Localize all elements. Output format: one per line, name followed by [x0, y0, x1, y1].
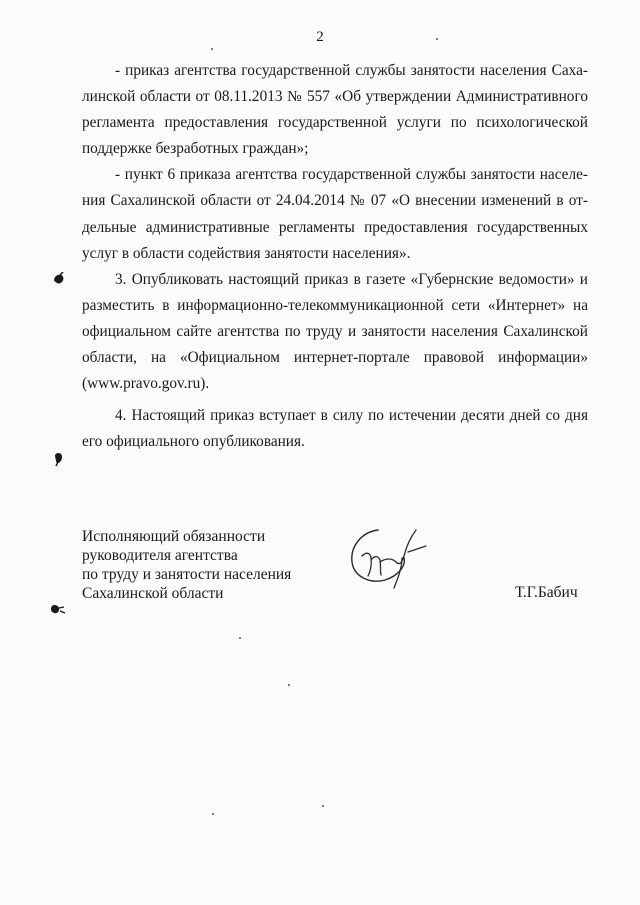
- scan-speck: [212, 813, 214, 815]
- handwritten-signature: [340, 522, 440, 592]
- scan-speck: [239, 637, 241, 639]
- paragraph-item-3-publication: 3. Опубликовать настоящий приказ в газете «Губернские ведомости» и разместить в информационно-телекоммуникационной сети «Интернет» на официальном сайте агентства по труду и занятости населения Сахалинской области, на «Официальном интернет-портале правовой информации» (www.pravo.gov.ru).: [82, 270, 588, 393]
- paragraph-item-4-effective-date: 4. Настоящий приказ вступает в силу по истечении десяти дней со дня его официального опубликования.: [82, 407, 588, 451]
- signatory-title-line: по труду и занятости населения: [82, 566, 292, 583]
- signatory-title-line: руководителя агентства: [82, 547, 238, 564]
- binder-hole-mark: [52, 451, 66, 467]
- signatory-name: Т.Г.Бабич: [515, 584, 578, 601]
- binder-hole-mark: [51, 272, 67, 286]
- scan-speck: [436, 38, 438, 40]
- document-body: [82, 58, 588, 455]
- paragraph-order-557: - приказ агентства государственной службы занятости населения Сахалинской области от 08.11.2013 № 557 «Об утверждении Административного регламента предоставления государственной услуги по психологической поддержке безработных граждан»;: [82, 62, 588, 158]
- signatory-title-line: Исполняющий обязанности: [82, 528, 266, 545]
- scan-speck: [322, 805, 324, 807]
- signatory-title: [82, 527, 291, 603]
- scan-speck: [288, 684, 290, 686]
- scan-speck: [211, 48, 213, 50]
- page-number: 2: [316, 29, 324, 45]
- paragraph-order-07-item-6: - пункт 6 приказа агентства государственной службы занятости населения Сахалинской области от 24.04.2014 № 07 «О внесении изменений в отдельные административные регламенты предоставления государственных услуг в области содействия занятости населения».: [82, 166, 588, 262]
- binder-hole-mark: [48, 602, 66, 616]
- signatory-title-line: Сахалинской области: [82, 585, 224, 602]
